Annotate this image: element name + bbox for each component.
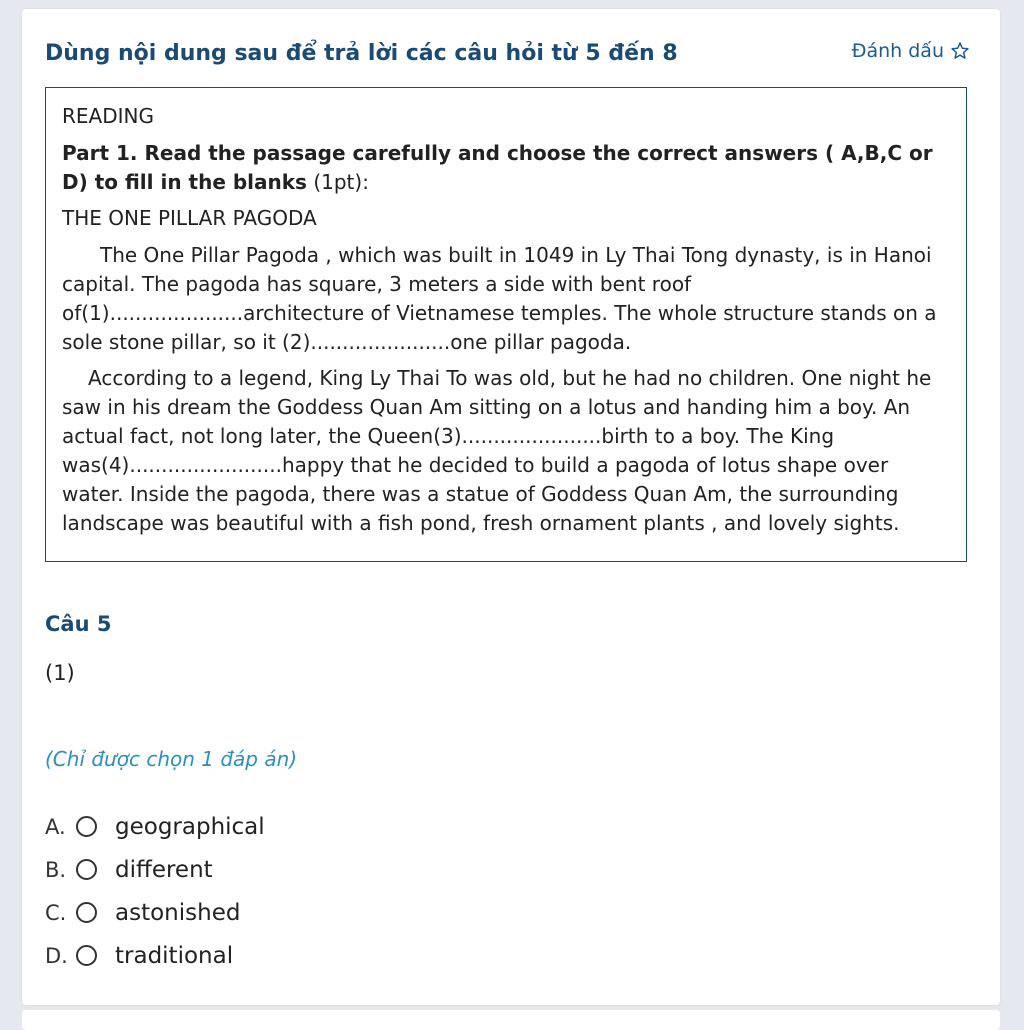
instruction-bold: Part 1. Read the passage carefully and choose the correct answers ( A,B,C or D) to fill in the blanks xyxy=(62,141,933,194)
option-letter: D. xyxy=(45,943,68,968)
answer-options xyxy=(45,805,265,977)
answer-hint: (Chỉ được chọn 1 đáp án) xyxy=(45,747,298,771)
next-card xyxy=(22,1010,1000,1030)
question-number: Câu 5 xyxy=(45,612,112,636)
star-outline-icon xyxy=(950,41,970,61)
passage-paragraph-1: The One Pillar Pagoda , which was built in 1049 in Ly Thai Tong dynasty, is in Hanoi capital. The pagoda has square, 3 meters a side with bent roof of(1).....................architecture of Vietnamese temples. The whole structure stands on a sole stone pillar, so it (2)......................one pillar pagoda. xyxy=(62,243,937,354)
radio-button[interactable] xyxy=(76,859,97,880)
passage-paragraph-2: According to a legend, King Ly Thai To was old, but he had no children. One night he saw in his dream the Goddess Quan Am sitting on a lotus and handing him a boy. An actual fact, not long later, the Queen(3)......................birth to a boy. The King was(4)........................happy that he decided to build a pagoda of lotus shape over water. Inside the pagoda, there was a statue of Goddess Quan Am, the surrounding landscape was beautiful with a fish pond, fresh ornament plants , and lovely sights. xyxy=(62,366,932,535)
radio-button[interactable] xyxy=(76,902,97,923)
option-text: traditional xyxy=(115,942,234,969)
option-text: different xyxy=(115,856,213,883)
question-card xyxy=(22,9,1000,1005)
instruction-points: (1pt): xyxy=(306,170,369,194)
passage-title: THE ONE PILLAR PAGODA xyxy=(62,206,317,230)
option-text: geographical xyxy=(115,813,265,840)
radio-button[interactable] xyxy=(76,945,97,966)
section-label: READING xyxy=(62,104,154,128)
option-b[interactable] xyxy=(45,848,265,891)
option-d[interactable] xyxy=(45,934,265,977)
reading-passage xyxy=(45,87,967,562)
radio-button[interactable] xyxy=(76,816,97,837)
bookmark-button[interactable] xyxy=(852,40,970,62)
bookmark-label: Đánh dấu xyxy=(851,40,944,62)
question-text: (1) xyxy=(45,661,75,685)
option-text: astonished xyxy=(115,899,241,926)
instruction xyxy=(62,139,951,197)
option-letter: B. xyxy=(45,857,67,882)
option-c[interactable] xyxy=(45,891,265,934)
option-letter: C. xyxy=(45,900,67,925)
option-letter: A. xyxy=(45,814,66,839)
group-heading: Dùng nội dung sau để trả lời các câu hỏi từ 5 đến 8 xyxy=(45,41,678,66)
option-a[interactable] xyxy=(45,805,265,848)
